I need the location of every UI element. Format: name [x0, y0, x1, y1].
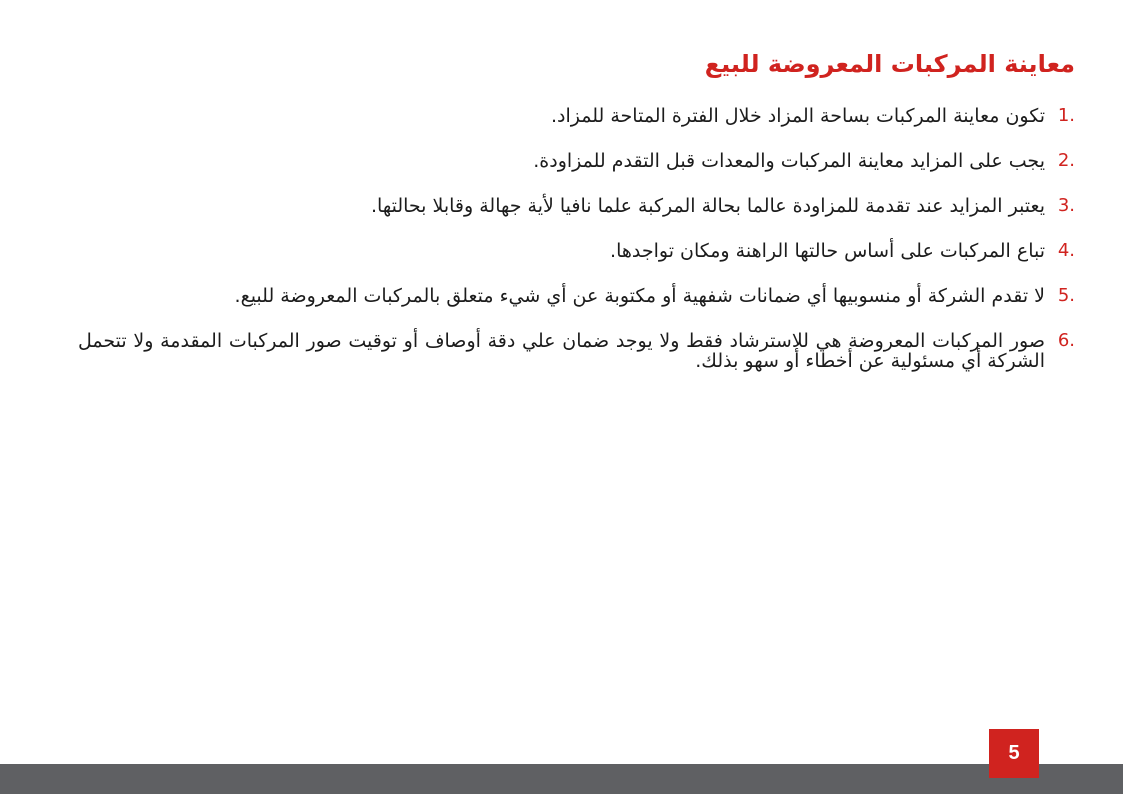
term-item-5: [78, 286, 1075, 306]
term-text: صور المركبات المعروضة هي للاسترشاد فقط ولا يوجد ضمان علي دقة أوصاف أو توقيت صور المركبات المقدمة ولا تتحمل الشركة أي مسئولية عن أخطاء أو سهو بذلك.: [78, 330, 1045, 372]
term-item-2: [78, 151, 1075, 171]
term-text: تكون معاينة المركبات بساحة المزاد خلال الفترة المتاحة للمزاد.: [551, 105, 1045, 127]
page-number-badge: 5: [989, 729, 1039, 778]
term-text: يعتبر المزايد عند تقدمة للمزاودة عالما بحالة المركبة علما نافيا لأية جهالة وقابلا بحالتها.: [371, 195, 1045, 217]
term-text: يجب على المزايد معاينة المركبات والمعدات قبل التقدم للمزاودة.: [533, 150, 1045, 172]
term-number: 1.: [1057, 105, 1075, 126]
term-item-4: [78, 241, 1075, 261]
term-item-6: [78, 331, 1075, 371]
term-number: 2.: [1057, 150, 1075, 171]
terms-list: [78, 106, 1075, 371]
term-item-1: [78, 106, 1075, 126]
terms-section: [78, 44, 1075, 396]
term-number: 4.: [1057, 240, 1075, 261]
page-title: معاينة المركبات المعروضة للبيع: [704, 50, 1075, 78]
term-number: 5.: [1057, 285, 1075, 306]
term-text: تباع المركبات على أساس حالتها الراهنة ومكان تواجدها.: [610, 240, 1045, 262]
term-number: 6.: [1057, 330, 1075, 351]
footer-bar: [0, 764, 1123, 794]
term-item-3: [78, 196, 1075, 216]
term-text: لا تقدم الشركة أو منسوبيها أي ضمانات شفهية أو مكتوبة عن أي شيء متعلق بالمركبات المعروضة للبيع.: [234, 285, 1045, 307]
term-number: 3.: [1057, 195, 1075, 216]
